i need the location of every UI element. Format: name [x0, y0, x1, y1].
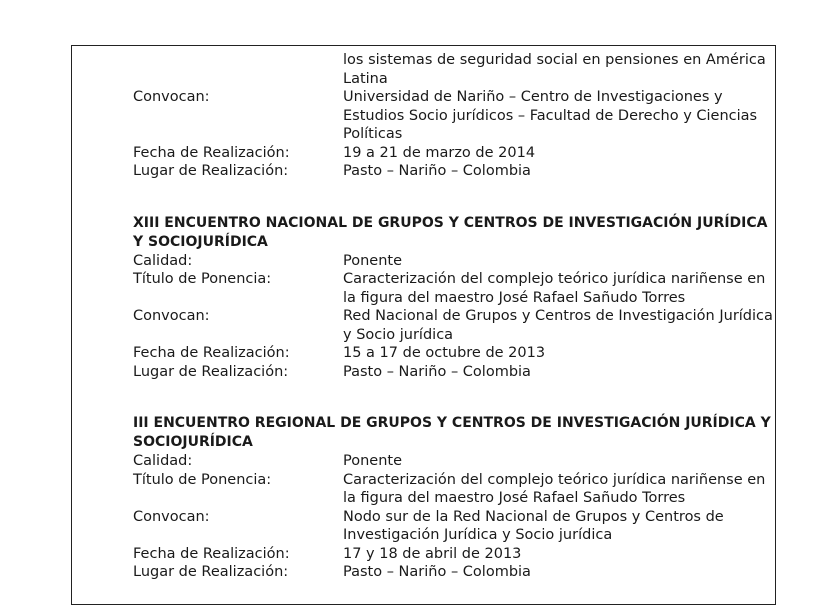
lugar-label: Lugar de Realización: [133, 163, 289, 179]
convocan-value: Universidad de Nariño – Centro de Investigaciones y Estudios Socio jurídicos – Facultad de Derecho y Ciencias Políticas [343, 89, 758, 142]
lugar-row [133, 563, 773, 582]
calidad-label: Calidad: [133, 453, 193, 469]
calidad-value: Ponente [343, 252, 403, 269]
fecha-label: Fecha de Realización: [133, 345, 290, 361]
titulo-row [133, 471, 773, 508]
fecha-label: Fecha de Realización: [133, 144, 290, 161]
section-spacer [133, 181, 773, 214]
convocan-value: Red Nacional de Grupos y Centros de Investigación Jurídica y Socio jurídica [343, 308, 773, 343]
convocan-label: Convocan: [133, 308, 210, 324]
convocan-row [133, 508, 773, 545]
lugar-value: Pasto – Nariño – Colombia [343, 163, 531, 179]
document-body [133, 51, 773, 582]
lugar-value: Pasto – Nariño – Colombia [343, 363, 531, 380]
convocan-row [133, 307, 773, 344]
titulo-label: Título de Ponencia: [133, 471, 272, 488]
convocan-label: Convocan: [133, 89, 210, 105]
continuation-value: los sistemas de seguridad social en pensiones en América Latina [343, 52, 766, 87]
lugar-row [133, 162, 773, 181]
event-heading: III ENCUENTRO REGIONAL DE GRUPOS Y CENTROS DE INVESTIGACIÓN JURÍDICA Y SOCIOJURÍDICA [133, 415, 771, 450]
titulo-value: Caracterización del complejo teórico jurídica nariñense en la figura del maestro José Rafael Sañudo Torres [343, 471, 766, 506]
empty-label [133, 51, 343, 88]
calidad-value: Ponente [343, 453, 403, 469]
calidad-row [133, 252, 773, 271]
fecha-row [133, 144, 773, 163]
calidad-label: Calidad: [133, 252, 193, 269]
convocan-label: Convocan: [133, 508, 210, 525]
fecha-row [133, 545, 773, 564]
continuation-row [133, 51, 773, 88]
titulo-value: Caracterización del complejo teórico jurídica nariñense en la figura del maestro José Rafael Sañudo Torres [343, 271, 766, 306]
fecha-label: Fecha de Realización: [133, 545, 290, 562]
lugar-row [133, 363, 773, 382]
fecha-value: 17 y 18 de abril de 2013 [343, 545, 522, 562]
fecha-value: 19 a 21 de marzo de 2014 [343, 144, 536, 161]
section-spacer [133, 381, 773, 414]
lugar-label: Lugar de Realización: [133, 363, 289, 380]
event-heading: XIII ENCUENTRO NACIONAL DE GRUPOS Y CENTROS DE INVESTIGACIÓN JURÍDICA Y SOCIOJURÍDICA [133, 214, 768, 250]
calidad-row [133, 452, 773, 471]
titulo-label: Título de Ponencia: [133, 271, 272, 287]
fecha-value: 15 a 17 de octubre de 2013 [343, 345, 546, 361]
lugar-label: Lugar de Realización: [133, 564, 289, 580]
convocan-row [133, 88, 773, 144]
convocan-value: Nodo sur de la Red Nacional de Grupos y Centros de Investigación Jurídica y Socio jurídica [343, 508, 724, 543]
titulo-row [133, 270, 773, 307]
fecha-row [133, 344, 773, 363]
lugar-value: Pasto – Nariño – Colombia [343, 564, 531, 580]
